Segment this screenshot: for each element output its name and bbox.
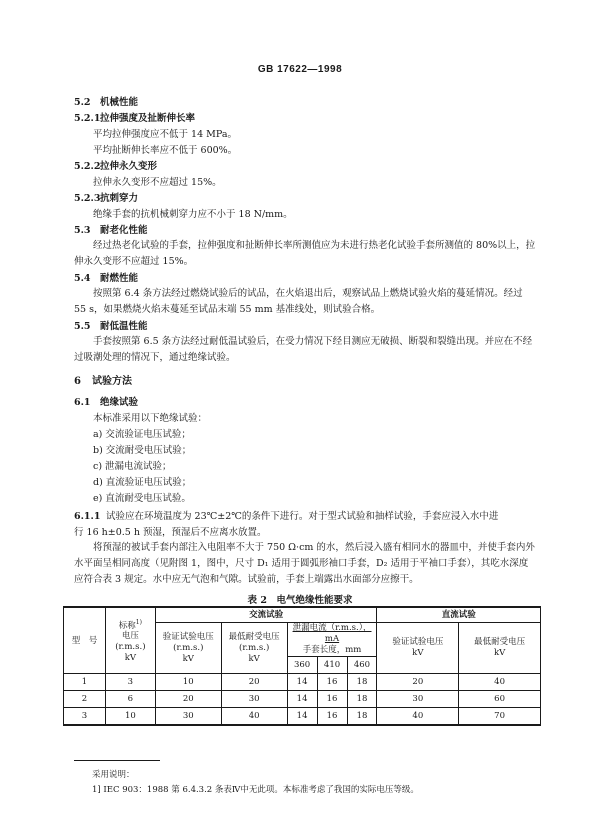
table-cell: 20: [155, 691, 221, 708]
col-header-ac-withstand-voltage: [221, 623, 287, 674]
text-5-2-1-line2: 平均扯断伸长率应不低于 600%。: [93, 145, 238, 156]
list-item: a) 交流验证电压试验；: [93, 429, 191, 440]
table-cell: 30: [155, 708, 221, 726]
section-title: 拉伸强度及扯断伸长率: [100, 113, 196, 124]
col-header-length-460: 460: [347, 657, 377, 674]
table-cell: 2: [64, 691, 106, 708]
table-cell: 30: [377, 691, 459, 708]
heading-5-4: [74, 272, 138, 285]
clause-text: 试验应在环境温度为 23℃±2℃的条件下进行。对于型式试验和抽样试验，手套应浸入水中进: [106, 511, 499, 522]
section-number: 5.2: [74, 97, 91, 108]
section-title: 试验方法: [92, 376, 132, 387]
table-cell: 40: [221, 708, 287, 726]
text-5-2-3: 绝缘手套的抗机械刺穿力应不小于 18 N/mm。: [93, 209, 293, 220]
section-number: 6.1.1: [74, 511, 101, 522]
list-item: e) 直流耐受电压试验。: [93, 493, 191, 504]
table-cell: 6: [105, 691, 155, 708]
footnote-title: 采用说明：: [92, 770, 135, 780]
table-cell: 70: [459, 708, 541, 726]
list-item: c) 泄漏电流试验；: [93, 461, 172, 472]
heading-5-2: [74, 96, 138, 109]
table-cell: 60: [459, 691, 541, 708]
header-unit: kV: [412, 648, 424, 658]
section-title: 机械性能: [100, 97, 139, 108]
section-number: 5.5: [74, 321, 91, 332]
section-title: 耐燃性能: [100, 273, 139, 284]
footnote-divider: [74, 760, 160, 761]
section-number: 5.3: [74, 225, 91, 236]
section-number: 5.2.1: [74, 113, 101, 124]
section-title: 耐低温性能: [100, 321, 148, 332]
col-header-dc-withstand-voltage: [459, 623, 541, 674]
table-cell: 18: [347, 691, 377, 708]
table-row: [64, 691, 541, 708]
col-header-length-360: 360: [287, 657, 317, 674]
section-number: 5.2.3: [74, 193, 101, 204]
section-title: 耐老化性能: [100, 225, 148, 236]
table-cell: 16: [317, 691, 347, 708]
header-unit: kV: [124, 653, 137, 664]
header-unit: kV: [182, 653, 194, 664]
table-cell: 3: [105, 674, 155, 691]
heading-5-3: [74, 224, 148, 237]
heading-5-5: [74, 320, 148, 333]
table-cell: 14: [287, 708, 317, 726]
footnote-text: 1] IEC 903：1988 第 6.4.3.2 条表Ⅳ中无此项。本标准考虑了我国的实际电压等级。: [92, 785, 419, 795]
text-5-2-2: 拉伸永久变形不应超过 15%。: [93, 177, 222, 188]
electrical-insulation-table: [63, 606, 541, 726]
header-unit: kV: [248, 653, 260, 664]
table-cell: 18: [347, 708, 377, 726]
table-row: [64, 674, 541, 691]
clause-6-1-1: [74, 510, 498, 523]
table-cell: 3: [64, 708, 106, 726]
table-row: [64, 708, 541, 726]
header-label: 最低耐受电压: [474, 637, 526, 647]
list-item: b) 交流耐受电压试验；: [93, 445, 192, 456]
table-cell: 40: [377, 708, 459, 726]
heading-6: [74, 375, 132, 388]
section-number: 6: [74, 376, 81, 387]
heading-6-1: [74, 396, 138, 409]
col-group-ac-test: 交流试验: [155, 607, 377, 623]
table-title: 表 2 电气绝缘性能要求: [247, 595, 353, 606]
clause-6-1-1-cont: 行 16 h±0.5 h 预湿，预湿后不应离水放置。: [74, 527, 267, 538]
paragraph-5-5: 手套按照第 6.5 条方法经过耐低温试验后，在受力情况下经目测应无破损、断裂和裂缝出现。并应在不经过吸潮处理的情况下，通过绝缘试验。: [74, 336, 533, 363]
heading-5-2-1: [74, 112, 195, 125]
col-header-nominal-voltage: [105, 607, 155, 674]
page-header: GB 17622—1998: [257, 64, 343, 75]
header-label: 最低耐受电压: [228, 631, 280, 642]
header-unit: kV: [493, 648, 506, 658]
header-unit: (r.m.s.): [115, 642, 146, 653]
table-cell: 14: [287, 674, 317, 691]
table-cell: 10: [105, 708, 155, 726]
col-header-type: 型 号: [64, 607, 106, 674]
table-cell: 40: [459, 674, 541, 691]
header-label: 泄漏电流（r.m.s.），mA: [292, 623, 372, 644]
list-item: d) 直流验证电压试验；: [93, 477, 192, 488]
header-label: 电压: [121, 631, 139, 642]
table-cell: 1: [64, 674, 106, 691]
paragraph-5-3: 经过热老化试验的手套，拉伸强度和扯断伸长率所测值应为未进行热老化试验手套所测值的 80%以上，拉伸永久变形不应超过 15%。: [74, 240, 536, 267]
table-cell: 14: [287, 691, 317, 708]
section-title: 绝缘试验: [100, 397, 139, 408]
table-cell: 16: [317, 708, 347, 726]
table-cell: 20: [221, 674, 287, 691]
col-header-dc-proof-voltage: [377, 623, 459, 674]
table-cell: 30: [221, 691, 287, 708]
heading-5-2-2: [74, 160, 157, 173]
section-number: 5.2.2: [74, 161, 101, 172]
col-group-dc-test: 直流试验: [377, 607, 541, 623]
paragraph-5-4: 按照第 6.4 条方法经过燃烧试验后的试品，在火焰退出后，观察试品上燃烧试验火焰的蔓延情况。经过 55 s，如果燃烧火焰未蔓延至试品末端 55 mm 基准线处，则试验合格。: [74, 288, 523, 315]
section-title: 抗刺穿力: [100, 193, 139, 204]
heading-5-2-3: [74, 192, 138, 205]
header-unit: (r.m.s.): [239, 642, 270, 653]
footnote-marker: 1): [135, 618, 142, 626]
paragraph-6-1-1-p2: 将预湿的被试手套内部注入电阻率不大于 750 Ω·cm 的水，然后浸入盛有相同水的器皿中，并使手套内外水平面呈相同高度（见附图 1，图中，尺寸 D₁ 适用于圆弧形袖口手套，D₂ 适用于平袖口手套），其吃水深度应符合表 3 规定。水中应无气泡和气隙。试验前，手套上端露出水面部分应擦干。: [74, 542, 535, 585]
table-cell: 18: [347, 674, 377, 691]
col-header-leakage-current: [287, 623, 377, 657]
text-6-1-intro: 本标准采用以下绝缘试验：: [93, 413, 208, 424]
col-header-ac-proof-voltage: [155, 623, 221, 674]
table-cell: 16: [317, 674, 347, 691]
section-number: 5.4: [74, 273, 91, 284]
header-label: 标称: [118, 620, 136, 631]
section-number: 6.1: [74, 397, 91, 408]
table-cell: 10: [155, 674, 221, 691]
header-label: 验证试验电压: [162, 631, 214, 642]
text-5-2-1-line1: 平均拉伸强度应不低于 14 MPa。: [93, 129, 237, 140]
col-header-length-410: 410: [317, 657, 347, 674]
section-title: 拉伸永久变形: [100, 161, 158, 172]
table-cell: 20: [377, 674, 459, 691]
header-unit: (r.m.s.): [173, 642, 204, 653]
header-label: 验证试验电压: [392, 637, 444, 647]
header-label: 手套长度，mm: [302, 645, 362, 655]
